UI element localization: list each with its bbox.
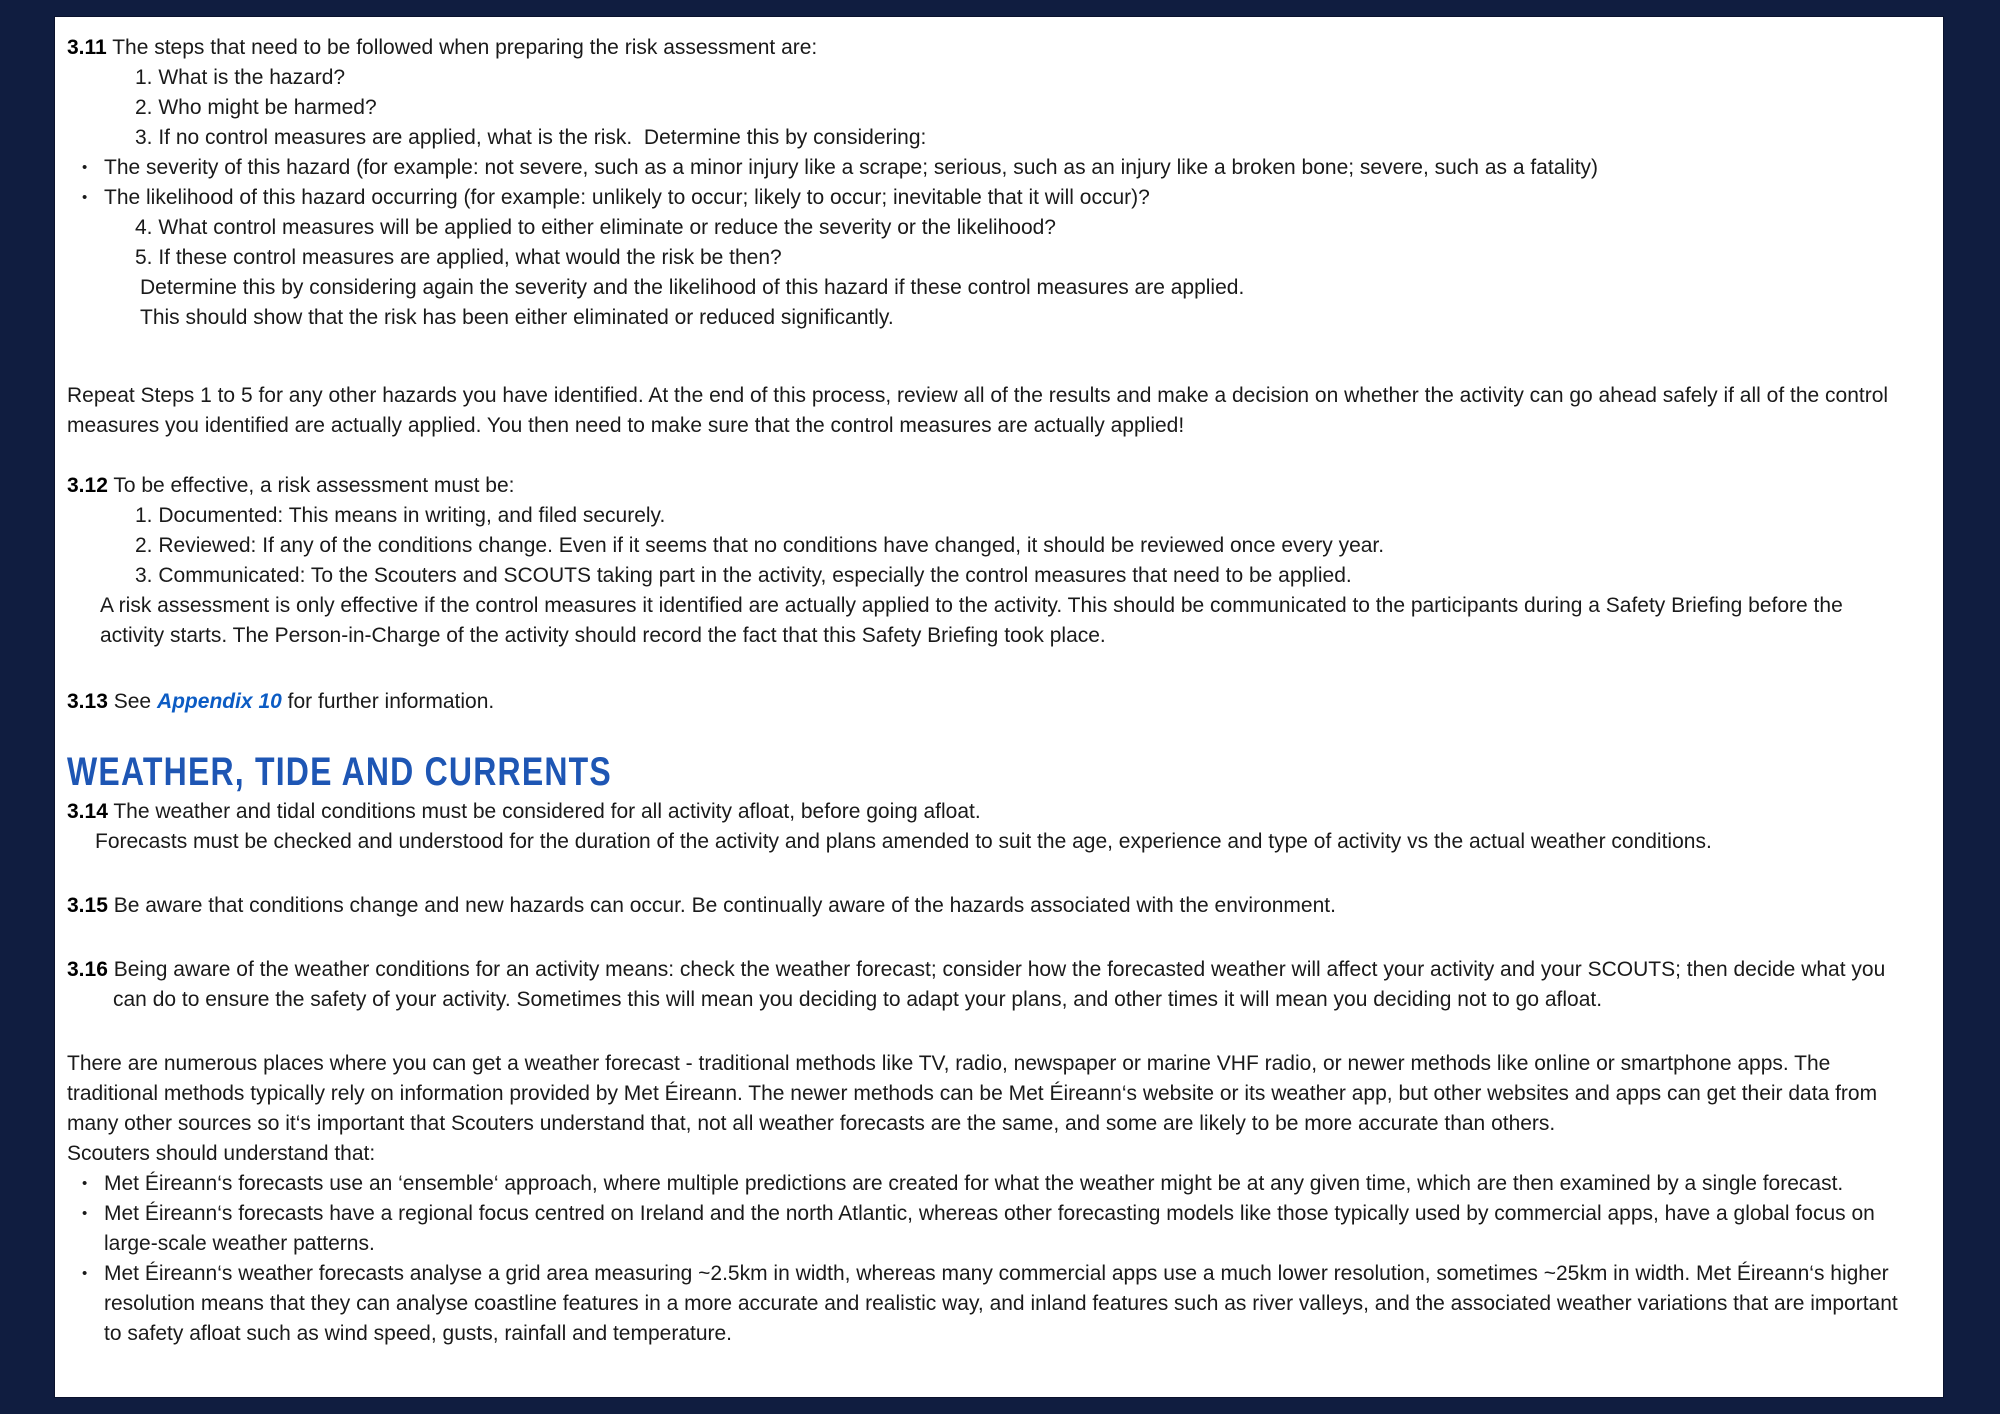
risk-step-item: 3. If no control measures are applied, what is the risk. Determine this by considering: — [135, 126, 927, 149]
risk-steps-list-1-3 — [67, 63, 1907, 153]
section-number: 3.16 — [67, 958, 108, 981]
section-3-11 — [67, 33, 1907, 63]
appendix-10-link[interactable]: Appendix 10 — [156, 690, 282, 713]
risk-step-item: 4. What control measures will be applied to either eliminate or reduce the severity or the likelihood? — [135, 216, 1056, 239]
section-text: for further information. — [287, 690, 495, 713]
bullet-item: • Met Éireann‘s forecasts use an ‘ensemble‘ approach, where multiple predictions are created for what the weather might be at any given time, which are then examined by a single forecast. — [67, 1169, 1907, 1199]
safety-briefing-note: A risk assessment is only effective if the control measures it identified are actually applied to the activity. This should be communicated to the participants during a Safety Briefing before the activity starts. The Person-in-Charge of the activity should record the fact that this Safety Briefing took place. — [100, 594, 1843, 647]
risk-steps-list-4-5 — [67, 213, 1907, 273]
step-5-note: This should show that the risk has been either eliminated or reduced significantly. — [140, 306, 894, 329]
requirement-item: 3. Communicated: To the Scouters and SCOUTS taking part in the activity, especially the control measures that need to be applied. — [135, 564, 1352, 587]
bullet-item: • The severity of this hazard (for example: not severe, such as a minor injury like a scrape; serious, such as an injury like a broken bone; severe, such as a fatality) — [67, 153, 1907, 183]
section-number: 3.15 — [67, 894, 108, 917]
risk-step-item: 1. What is the hazard? — [135, 66, 346, 89]
step-5-note: Determine this by considering again the severity and the likelihood of this hazard if these control measures are applied. — [140, 276, 1245, 299]
risk-step-item: 2. Who might be harmed? — [135, 96, 377, 119]
section-3-15 — [67, 891, 1907, 921]
section-text: To be effective, a risk assessment must be: — [113, 474, 515, 497]
weather-tide-currents-heading: WEATHER, TIDE AND CURRENTS — [67, 750, 612, 794]
section-3-14 — [67, 797, 1907, 827]
risk-step-item: 5. If these control measures are applied, what would the risk be then? — [135, 246, 782, 269]
section-3-12 — [67, 471, 1907, 501]
forecast-check-note: Forecasts must be checked and understood for the duration of the activity and plans amended to suit the age, experience and type of activity vs the actual weather conditions. — [95, 830, 1712, 853]
bullet-item: • Met Éireann‘s weather forecasts analyse a grid area measuring ~2.5km in width, whereas many commercial apps use a much lower resolution, sometimes ~25km in width. Met Éireann‘s higher resolution means that they can analyse coastline features in a more accurate and realistic way, and inland features such as river valleys, and the associated weather variations that are important to safety afloat such as wind speed, gusts, rainfall and temperature. — [67, 1259, 1907, 1349]
met-eireann-bullets — [67, 1169, 1907, 1349]
section-text: See — [113, 690, 152, 713]
section-text: Be aware that conditions change and new hazards can occur. Be continually aware of the hazards associated with the environment. — [113, 894, 1336, 917]
section-text: The steps that need to be followed when preparing the risk assessment are: — [112, 36, 818, 59]
section-number: 3.11 — [67, 36, 107, 59]
section-text: The weather and tidal conditions must be considered for all activity afloat, before going afloat. — [113, 800, 981, 823]
bullet-item: • The likelihood of this hazard occurring (for example: unlikely to occur; likely to occur; inevitable that it will occur)? — [67, 183, 1907, 213]
scouters-understand-lead: Scouters should understand that: — [67, 1142, 376, 1165]
requirement-item: 2. Reviewed: If any of the conditions change. Even if it seems that no conditions have changed, it should be reviewed once every year. — [135, 534, 1385, 557]
document-page — [55, 17, 1943, 1397]
section-text: Being aware of the weather conditions for an activity means: check the weather forecast; consider how the forecasted weather will affect your activity and your SCOUTS; then decide what you can do to ensure the safety of your activity. Sometimes this will mean you deciding to adapt your plans, and other times it will mean you deciding not to go afloat. — [113, 958, 1886, 1011]
section-3-13 — [67, 687, 1907, 717]
section-number: 3.14 — [67, 800, 108, 823]
section-number: 3.12 — [67, 474, 108, 497]
section-number: 3.13 — [67, 690, 108, 713]
section-3-16 — [67, 955, 1907, 1015]
requirement-item: 1. Documented: This means in writing, and filed securely. — [135, 504, 666, 527]
hazard-consideration-bullets — [67, 153, 1907, 213]
bullet-item: • Met Éireann‘s forecasts have a regional focus centred on Ireland and the north Atlantic, whereas other forecasting models like those typically used by commercial apps, have a global focus on large-scale weather patterns. — [67, 1199, 1907, 1259]
forecast-sources-paragraph: There are numerous places where you can get a weather forecast - traditional methods like TV, radio, newspaper or marine VHF radio, or newer methods like online or smartphone apps. The traditional methods typically rely on information provided by Met Éireann. The newer methods can be Met Éireann‘s website or its weather app, but other websites and apps can get their data from many other sources so it‘s important that Scouters understand that, not all weather forecasts are the same, and some are likely to be more accurate than others. — [67, 1052, 1878, 1135]
assessment-requirements-list — [67, 501, 1907, 591]
repeat-steps-paragraph: Repeat Steps 1 to 5 for any other hazards you have identified. At the end of this process, review all of the results and make a decision on whether the activity can go ahead safely if all of the control measures you identified are actually applied. You then need to make sure that the control measures are actually applied! — [67, 384, 1889, 437]
